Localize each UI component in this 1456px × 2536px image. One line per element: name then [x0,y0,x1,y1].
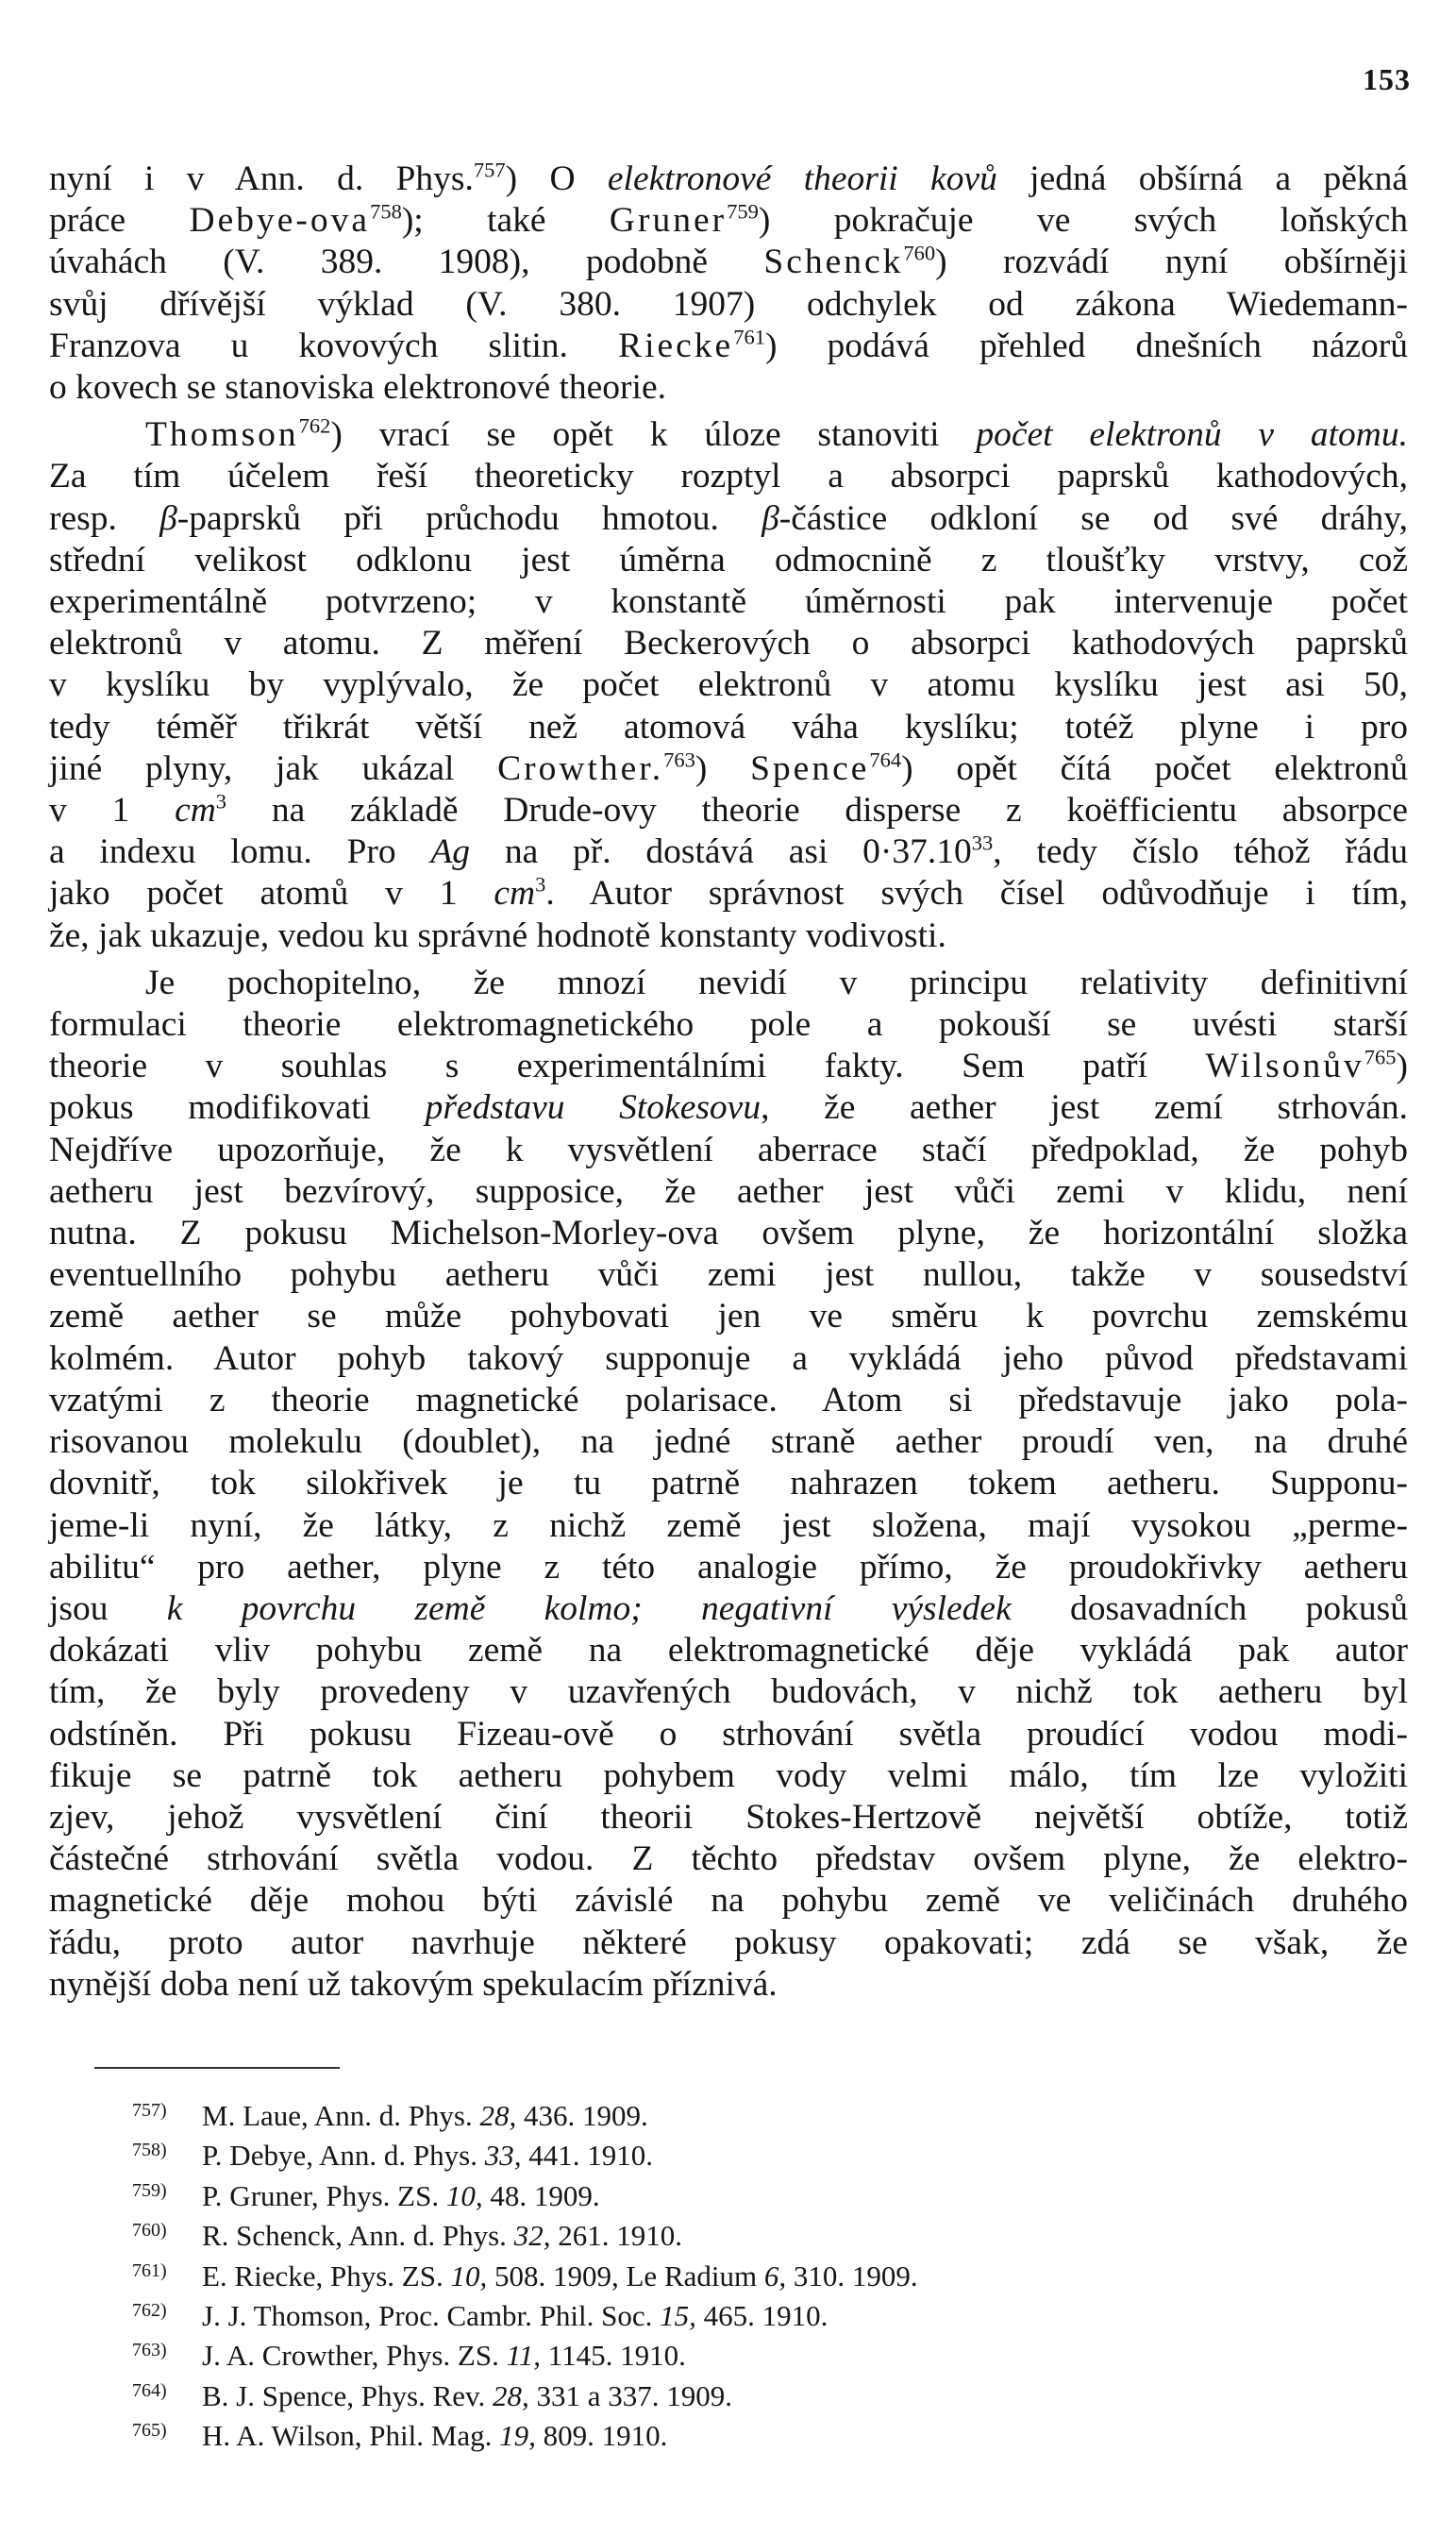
italic-text: 6, [763,2259,787,2292]
footnote-number: 761) [132,2259,167,2281]
text-run: částečné strhování světla vodou. Z těchto představ ovšem plyne, že elektro- [49,1839,1408,1879]
text-run: na př. dostává asi 0·37.10 [470,832,972,872]
footnote [132,2133,1368,2173]
italic-text: 33, [484,2139,522,2173]
footnote-ref: 762 [298,413,331,438]
footnote-ref: 3 [215,789,227,814]
text-run: země aether se může pohybovati jen ve směru k povrchu zemskému [49,1297,1408,1336]
text-line [49,414,1408,456]
text-run: střední velikost odklonu jest úměrna odmocnině z tloušťky vrstvy, což [49,540,1408,579]
footnote-number: 760) [132,2220,167,2242]
italic-text: 32, [513,2219,551,2253]
author-name: Spence [750,748,870,788]
text-line [49,1797,1408,1839]
text-run: 508. 1909, Le Radium [487,2259,764,2292]
text-run: theorie v souhlas s experimentálními fakty. Sem patří [49,1047,1206,1086]
text-line [49,1839,1408,1880]
text-line [49,1671,1408,1713]
text-run: nyní i v Ann. d. Phys. [49,160,474,198]
text-run: Nejdříve upozorňuje, že k vysvětlení aberrace stačí předpoklad, že pohyb [49,1130,1408,1169]
text-line [49,1380,1408,1421]
text-run: jiné plyny, jak ukázal [49,748,498,788]
text-run: 261. 1910. [550,2219,682,2253]
italic-text: 10, [445,2178,483,2212]
italic-text: elektronové theorii kovů [607,160,997,198]
text-line [49,748,1408,790]
footnote-ref: 3 [535,872,546,897]
text-run: J. J. Thomson, Proc. Cambr. Phil. Soc. [202,2299,661,2333]
italic-text: 28, [493,2378,529,2412]
text-run: aetheru jest bezvírový, supposice, že aether jest vůči zemi v klidu, není [49,1171,1408,1211]
text-line [49,1714,1408,1755]
text-line [49,1338,1408,1380]
footnote-number: 764) [132,2379,167,2401]
text-run: B. J. Spence, Phys. Rev. [202,2378,493,2412]
text-run: 310. 1909. [786,2259,918,2292]
text-run: ) vrací se opět k úloze stanoviti [330,415,977,455]
author-name: Schenck [763,243,904,282]
footnote [132,2374,1368,2413]
footnote-ref: 33 [971,831,994,855]
text-run: ) pokračuje ve svých loňských [758,201,1408,241]
italic-text: počet elektronů v atomu. [976,415,1408,455]
footnote-ref: 757 [473,158,506,182]
text-run: zjev, jehož vysvětlení činí theorii Stokes-Hertzově největší obtíže, totiž [49,1797,1408,1837]
author-name: Riecke [618,326,734,365]
footnote-ref: 761 [733,325,765,349]
footnote-number: 757) [132,2100,167,2121]
text-run: formulaci theorie elektromagnetického pole a pokouší se uvésti starší [49,1005,1408,1045]
text-run: nutna. Z pokusu Michelson-Morley-ova ovšem plyne, že horizontální složka [49,1214,1408,1253]
text-line [49,540,1408,581]
text-line [49,1254,1408,1296]
text-run: resp. [49,498,160,538]
italic-text: 11, [506,2339,542,2373]
footnote-ref: 765 [1364,1045,1397,1069]
text-line [49,498,1408,540]
text-run: E. Riecke, Phys. ZS. [202,2259,451,2292]
text-line [49,873,1408,915]
footnote-ref: 764 [869,747,902,772]
text-run: vzatými z theorie magnetické polarisace. Atom si představuje jako pola- [49,1380,1408,1419]
footnote-number: 763) [132,2340,167,2361]
text-run: experimentálně potvrzeno; v konstantě úměrnosti pak intervenuje počet [49,582,1408,622]
text-run: -částice odkloní se od své dráhy, [778,498,1408,538]
text-line [49,1046,1408,1087]
text-line [49,1004,1408,1046]
text-line [49,159,1408,200]
text-run: dokázati vliv pohybu země na elektromagnetické děje vykládá pak autor [49,1631,1408,1671]
text-run: risovanou molekulu (doublet), na jedné straně aether proudí ven, na druhé [49,1422,1408,1462]
text-line [49,200,1408,242]
text-run: J. A. Crowther, Phys. ZS. [202,2339,507,2373]
text-run: pokus modifikovati [49,1088,426,1128]
footnote [132,2093,1368,2133]
text-run: úvahách (V. 389. 1908), podobně [49,243,764,282]
italic-text: cm [175,791,216,831]
text-run: ) rozvádí nyní obšírněji [935,243,1408,282]
italic-text: Ag [430,832,471,872]
text-line [49,456,1408,497]
footnote-ref: 760 [903,241,936,265]
footnote-number: 758) [132,2140,167,2161]
text-line [49,1171,1408,1213]
italic-text: β [159,498,177,538]
text-run: dovnitř, tok silokřivek je tu patrně nahrazen tokem aetheru. Supponu- [49,1464,1408,1503]
footnote [132,2413,1368,2453]
text-run: jako počet atomů v 1 [49,874,494,914]
italic-text: 10, [450,2259,488,2292]
text-line [49,1923,1408,1964]
text-run: . Autor správnost svých čísel odůvodňuje i tím, [545,874,1408,914]
text-run: v kyslíku by vyplývalo, že počet elektronů v atomu kyslíku jest asi 50, [49,665,1408,705]
text-run: odstíněn. Při pokusu Fizeau-ově o strhování světla proudící vodou modi- [49,1714,1408,1754]
text-line [49,1964,1408,2006]
text-run: elektronů v atomu. Z měření Beckerových o absorpci kathodových paprsků [49,624,1408,663]
italic-text: 15, [660,2299,696,2333]
text-run: ); také [401,201,610,241]
text-run: práce [49,201,190,241]
text-run: eventuellního pohybu aetheru vůči zemi jest nullou, takže v sousedství [49,1255,1408,1295]
italic-text: cm [494,874,536,914]
text-line [49,707,1408,748]
text-line [49,963,1408,1004]
text-run: P. Gruner, Phys. ZS. [202,2178,446,2212]
footnotes [132,2093,1368,2454]
text-run: 809. 1910. [535,2419,668,2453]
italic-text: 19, [499,2419,536,2453]
footnote-number: 765) [132,2420,167,2442]
text-line [49,1130,1408,1171]
italic-text: k povrchu země kolmo; negativní výsledek [166,1588,1012,1628]
italic-text: 28, [479,2099,517,2132]
footnote-number: 762) [132,2300,167,2322]
text-run: Za tím účelem řeší theoreticky rozptyl a absorpci paprsků kathodových, [49,457,1408,496]
text-line [49,284,1408,326]
footnote-ref: 758 [370,199,402,224]
footnote [132,2254,1368,2293]
text-line [49,1296,1408,1337]
text-line [49,1880,1408,1922]
text-run: H. A. Wilson, Phil. Mag. [202,2419,500,2453]
author-name: Thomson [145,415,299,455]
italic-text: představu Stokesovu [425,1088,761,1128]
text-run: řádu, proto autor navrhuje některé pokusy opakovati; zdá se však, že [49,1923,1408,1962]
text-line [49,581,1408,623]
text-run: že, jak ukazuje, vedou ku správné hodnotě konstanty vodivosti. [49,915,946,955]
text-run: P. Debye, Ann. d. Phys. [202,2139,485,2173]
text-run: kolmém. Autor pohyb takový supponuje a vykládá jeho původ představami [49,1338,1408,1378]
text-run: jeme-li nyní, že látky, z nichž země jest složena, mají vysokou „perme- [49,1505,1408,1545]
text-run: nynější doba není už takovým spekulacím příznivá. [49,1964,778,2004]
text-run: 441. 1910. [521,2139,653,2173]
author-name: Debye-ova [189,201,371,241]
text-line [49,1463,1408,1504]
text-line [49,242,1408,283]
text-run: svůj dřívější výklad (V. 380. 1907) odchylek od zákona Wiedemann- [49,284,1408,324]
footnote-number: 759) [132,2179,167,2201]
text-line [49,1755,1408,1797]
text-line [49,1630,1408,1671]
text-line [49,1505,1408,1547]
text-run: Franzova u kovových slitin. [49,326,619,365]
text-run: ) O [505,160,608,198]
text-run: ) [1396,1047,1408,1086]
text-run: dosavadních pokusů [1011,1588,1409,1628]
text-line [49,326,1408,367]
text-run: -paprsků při průchodu hmotou. [176,498,762,538]
footnote [132,2333,1368,2373]
italic-text: β [761,498,779,538]
text-line [49,1213,1408,1254]
text-line [49,664,1408,706]
text-run: fikuje se patrně tok aetheru pohybem vody velmi málo, tím lze vyložiti [49,1755,1408,1795]
page-number: 153 [1363,62,1411,96]
footnote-ref: 759 [727,199,759,224]
text-line [49,1547,1408,1588]
footnote [132,2174,1368,2213]
text-run: 48. 1909. [482,2178,600,2212]
text-line [49,367,1408,409]
text-run: M. Laue, Ann. d. Phys. [202,2099,480,2132]
text-run: ) [695,748,751,788]
text-run: 331 a 337. 1909. [528,2378,733,2412]
text-line [49,915,1408,957]
text-line [49,831,1408,873]
text-run: Je pochopitelno, že mnozí nevidí v principu relativity definitivní [145,963,1408,1002]
text-run: , že aether jest zemí strhován. [761,1088,1408,1128]
text-run: 465. 1910. [695,2299,828,2333]
body-text [49,159,1408,2006]
text-run: R. Schenck, Ann. d. Phys. [202,2219,514,2253]
text-run: jedná obšírná a pěkná [996,160,1408,198]
paragraph [49,414,1408,957]
text-run: na základě Drude-ovy theorie disperse z koëfficientu absorpce [226,791,1409,831]
text-line [49,1421,1408,1463]
text-run: ) podává přehled dnešních názorů [764,326,1408,365]
text-run: v 1 [49,791,176,831]
text-run: ) opět čítá počet elektronů [901,748,1408,788]
text-line [49,623,1408,664]
paragraph [49,963,1408,2006]
text-run: jsou [49,1588,167,1628]
footnote-divider [94,2067,340,2069]
text-run: magnetické děje mohou býti závislé na pohybu země ve veličinách druhého [49,1881,1408,1921]
text-run: a indexu lomu. Pro [49,832,431,872]
footnote [132,2293,1368,2333]
footnote-ref: 763 [663,747,695,772]
author-name: Gruner [609,201,728,241]
paragraph [49,159,1408,409]
text-line [49,790,1408,831]
text-line [49,1087,1408,1129]
text-run: 1145. 1910. [541,2339,686,2373]
text-run: tím, že byly provedeny v uzavřených budovách, v nichž tok aetheru byl [49,1672,1408,1712]
text-run: o kovech se stanoviska elektronové theorie. [49,368,666,408]
text-run: abilitu“ pro aether, plyne z této analogie přímo, že proudokřivky aetheru [49,1547,1408,1587]
footnote [132,2213,1368,2253]
text-run: , tedy číslo téhož řádu [993,832,1409,872]
text-line [49,1588,1408,1630]
author-name: Crowther. [497,748,664,788]
text-run: 436. 1909. [516,2099,648,2132]
author-name: Wilsonův [1205,1047,1364,1086]
text-run: tedy téměř třikrát větší než atomová váha kyslíku; totéž plyne i pro [49,707,1408,747]
